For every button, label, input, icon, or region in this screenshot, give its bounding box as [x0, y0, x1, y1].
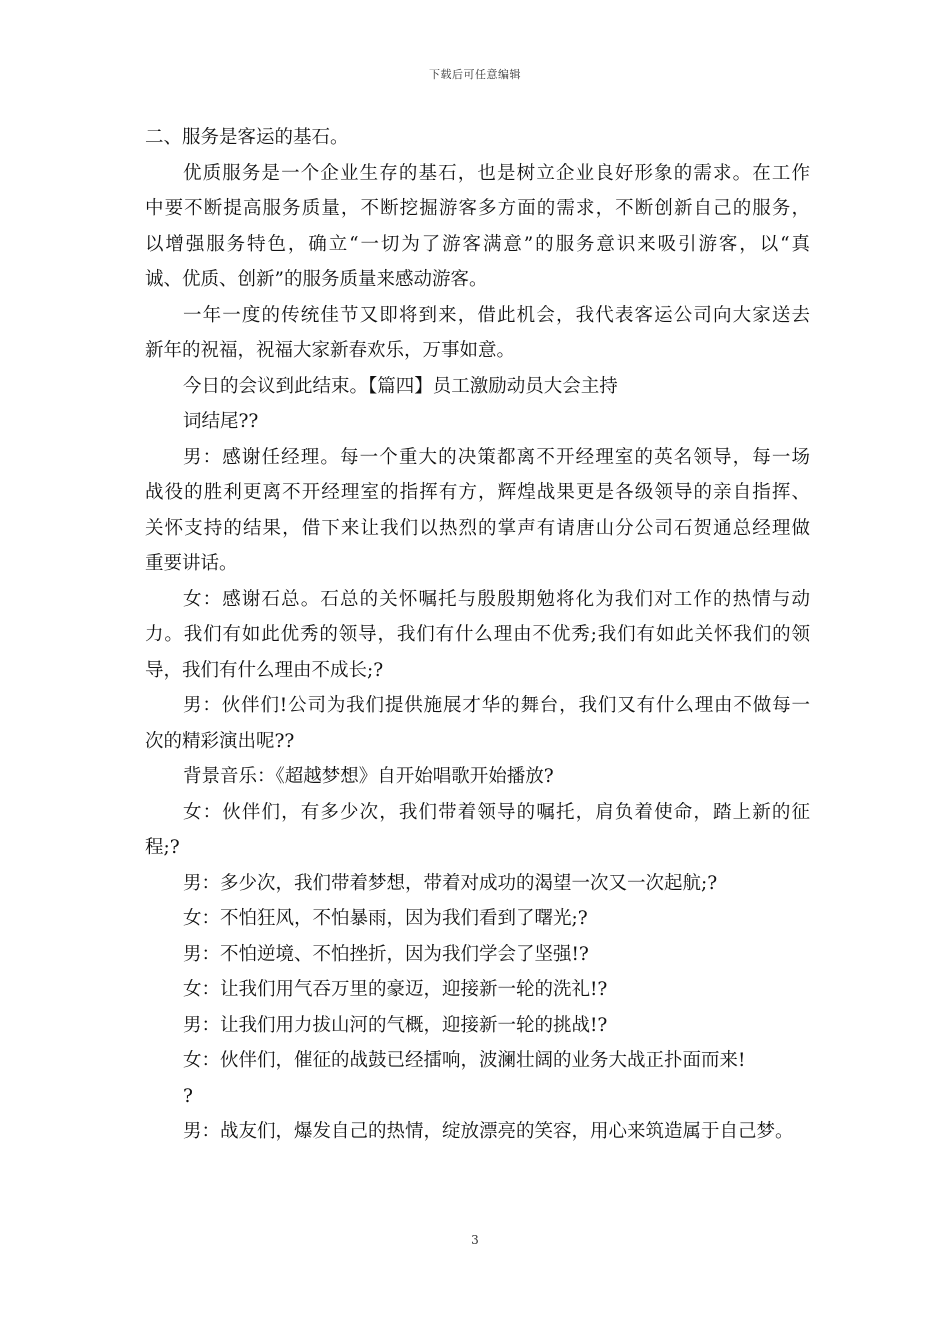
paragraph-line: 导，我们有什么理由不成长;? [145, 659, 384, 681]
paragraph-line: 战役的胜利更离不开经理室的指挥有方，辉煌战果更是各级领导的亲自指挥、 [145, 482, 810, 503]
paragraph-line: 女：不怕狂风，不怕暴雨，因为我们看到了曙光;? [183, 908, 588, 929]
paragraph-line: 女：感谢石总。石总的关怀嘱托与殷殷期勉将化为我们对工作的热情与动 [183, 588, 810, 610]
paragraph-line: 新年的祝福，祝福大家新春欢乐，万事如意。 [145, 340, 516, 361]
section-heading: 二、服务是客运的基石。 [145, 127, 349, 148]
paragraph-line: 以增强服务特色，确立“一切为了游客满意”的服务意识来吸引游客，以“真 [145, 233, 810, 255]
paragraph-line: 女：伙伴们，催征的战鼓已经擂响，波澜壮阔的业务大战正扑面而来! [183, 1050, 746, 1071]
paragraph-line: 男：战友们，爆发自己的热情，绽放漂亮的笑容，用心来筑造属于自己梦。 [183, 1121, 794, 1142]
page-number: 3 [471, 1233, 479, 1247]
paragraph-line: 男：让我们用力拔山河的气概，迎接新一轮的挑战!? [183, 1014, 608, 1036]
paragraph-line: 次的精彩演出呢?? [145, 730, 295, 752]
paragraph-line: 男：不怕逆境、不怕挫折，因为我们学会了坚强!? [183, 943, 589, 965]
paragraph-line: 男：多少次，我们带着梦想，带着对成功的渴望一次又一次起航;? [183, 872, 718, 894]
page-header: 下载后可任意编辑 [429, 68, 521, 81]
paragraph-line: 优质服务是一个企业生存的基石，也是树立企业良好形象的需求。在工作 [183, 162, 810, 184]
paragraph-line: ? [183, 1085, 193, 1107]
document-body [145, 120, 810, 1150]
paragraph-line: 中要不断提高服务质量，不断挖掘游客多方面的需求，不断创新自己的服务， [145, 198, 810, 219]
paragraph-line: 男：感谢任经理。每一个重大的决策都离不开经理室的英名领导，每一场 [183, 446, 810, 468]
paragraph-line: 程;? [145, 837, 180, 858]
paragraph-line: 女：让我们用气吞万里的豪迈，迎接新一轮的洗礼!? [183, 979, 608, 1000]
paragraph-line: 关怀支持的结果，借下来让我们以热烈的掌声有请唐山分公司石贺通总经理做 [145, 517, 810, 539]
paragraph-line: 词结尾?? [183, 411, 259, 432]
paragraph-line: 背景音乐：《超越梦想》自开始唱歌开始播放? [183, 766, 554, 787]
paragraph-line: 今日的会议到此结束。【篇四】员工激励动员大会主持 [183, 375, 618, 397]
paragraph-line: 男：伙伴们!公司为我们提供施展才华的舞台，我们又有什么理由不做每一 [183, 695, 810, 716]
paragraph-line: 力。我们有如此优秀的领导，我们有什么理由不优秀;我们有如此关怀我们的领 [145, 624, 810, 645]
paragraph-line: 一年一度的传统佳节又即将到来，借此机会，我代表客运公司向大家送去 [183, 304, 810, 326]
paragraph-line: 诚、优质、创新”的服务质量来感动游客。 [145, 269, 488, 290]
paragraph-line: 重要讲话。 [145, 553, 238, 574]
paragraph-line: 女：伙伴们，有多少次，我们带着领导的嘱托，肩负着使命，踏上新的征 [183, 801, 810, 823]
